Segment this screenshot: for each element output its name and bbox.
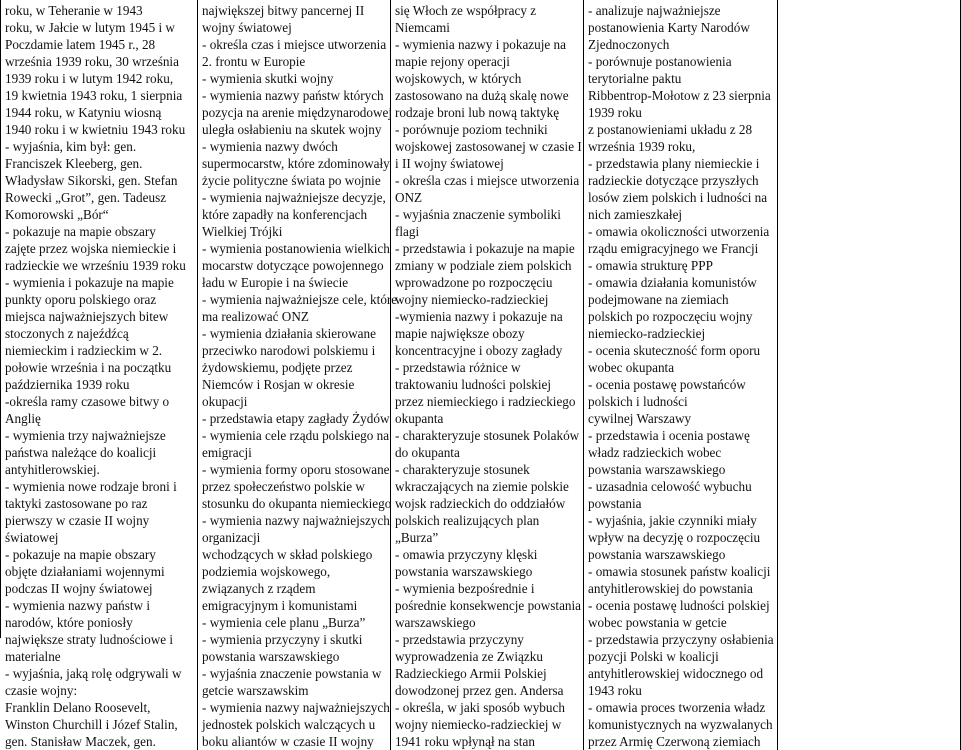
text-line: objęte działaniami wojennymi xyxy=(5,564,165,579)
text-line: cywilnej Warszawy xyxy=(588,411,692,426)
text-line: Niemcami xyxy=(395,20,450,35)
text-line: Niemców i Rosjan w okresie xyxy=(202,377,355,392)
text-line: 1939 roku xyxy=(588,105,642,120)
table-column-2 xyxy=(198,0,398,750)
text-line: nich zamieszkałej xyxy=(588,207,683,222)
text-line: - omawia przyczyny klęski xyxy=(395,547,538,562)
text-line: - omawia działania komunistów xyxy=(588,275,757,290)
text-line: - przedstawia przyczyny osłabienia xyxy=(588,632,774,647)
text-line: -określa ramy czasowe bitwy o xyxy=(5,394,170,409)
text-line: - ocenia postawę powstańców xyxy=(588,377,746,392)
text-line: związanych z rządem xyxy=(202,581,316,596)
text-line: - wyjaśnia, kim był: gen. xyxy=(5,139,137,154)
text-line: - przedstawia przyczyny xyxy=(395,632,524,647)
text-line: zmiany w podziale ziem polskich xyxy=(395,258,572,273)
text-line: - wymienia trzy najważniejsze xyxy=(5,428,166,443)
text-line: postanowienia Karty Narodów xyxy=(588,20,750,35)
text-line: i II wojny światowej xyxy=(395,156,504,171)
text-line: - określa czas i miejsce utworzenia xyxy=(202,37,387,52)
text-line: - wymienia cele planu „Burza” xyxy=(202,615,366,630)
text-line: Anglię xyxy=(5,411,41,426)
text-line: Franklin Delano Roosevelt, xyxy=(5,700,151,715)
text-line: „Burza” xyxy=(395,530,439,545)
text-line: - porównuje postanowienia xyxy=(588,54,732,69)
text-line: rodzaje broni lub nową taktykę xyxy=(395,105,560,120)
text-line: emigracji xyxy=(202,445,252,460)
text-line: - wyjaśnia znaczenie powstania w xyxy=(202,666,382,681)
text-line: podejmowane na ziemiach xyxy=(588,292,729,307)
text-line: terytorialne paktu xyxy=(588,71,682,86)
text-line: taktyki zastosowane po raz xyxy=(5,496,148,511)
text-line: - ocenia skuteczność form oporu xyxy=(588,343,761,358)
text-line: - określa, w jaki sposób wybuch xyxy=(395,700,565,715)
text-line: 1940 roku i w kwietniu 1943 roku xyxy=(5,122,186,137)
text-line: mapie największe obozy xyxy=(395,326,525,341)
text-line: koncentracyjne i obozy zagłady xyxy=(395,343,563,358)
text-line: zajęte przez wojska niemieckie i xyxy=(5,241,177,256)
text-line: Winston Churchill i Józef Stalin, xyxy=(5,717,178,732)
text-line: mapie rejony operacji xyxy=(395,54,510,69)
text-line: 1943 roku xyxy=(588,683,642,698)
text-line: października 1939 roku xyxy=(5,377,130,392)
text-line: Ribbentrop-Mołotow z 23 sierpnia xyxy=(588,88,771,103)
text-line: - wymienia nazwy państw i xyxy=(5,598,151,613)
text-line: roku, w Jałcie w lutym 1945 i w xyxy=(5,20,175,35)
text-line: stosunku do okupanta niemieckiego xyxy=(202,496,392,511)
text-line: wpływ na decyzję o rozpoczęciu xyxy=(588,530,761,545)
text-line: - wymienia formy oporu stosowane xyxy=(202,462,390,477)
text-line: - przedstawia i ocenia postawę xyxy=(588,428,750,443)
text-line: okupacji xyxy=(202,394,248,409)
text-line: - analizuje najważniejsze xyxy=(588,3,721,18)
text-line: wojny światowej xyxy=(202,20,292,35)
text-line: przez społeczeństwo polskie w xyxy=(202,479,365,494)
text-line: radzieckie we wrześniu 1939 roku xyxy=(5,258,186,273)
text-line: Rowecki „Grot”, gen. Tadeusz xyxy=(5,190,167,205)
text-line: dowodzonej przez gen. Andersa xyxy=(395,683,564,698)
text-line: miejsca najważniejszych bitew xyxy=(5,309,169,324)
text-line: - przedstawia różnice w xyxy=(395,360,521,375)
text-line: - porównuje poziom techniki xyxy=(395,122,548,137)
text-line: polskich i ludności xyxy=(588,394,688,409)
text-line: - omawia strukturę PPP xyxy=(588,258,713,273)
text-line: - wyjaśnia znaczenie symboliki xyxy=(395,207,561,222)
text-line: zastosowano na dużą skalę nowe xyxy=(395,88,569,103)
text-line: - pokazuje na mapie obszary xyxy=(5,224,156,239)
text-line: życie polityczne świata po wojnie xyxy=(202,173,381,188)
table-column-4 xyxy=(584,0,778,750)
text-line: Władysław Sikorski, gen. Stefan xyxy=(5,173,178,188)
text-line: organizacji xyxy=(202,530,261,545)
text-line: - pokazuje na mapie obszary xyxy=(5,547,156,562)
text-line: antyhitlerowskiej do powstania xyxy=(588,581,753,596)
text-line: przez Armię Czerwoną ziemiach xyxy=(588,734,761,749)
text-line: - uzasadnia celowość wybuchu xyxy=(588,479,752,494)
text-line: największej bitwy pancernej II xyxy=(202,3,365,18)
text-line: się Włoch ze współpracy z xyxy=(395,3,537,18)
text-line: flagi xyxy=(395,224,420,239)
text-line: największe straty ludnościowe i xyxy=(5,632,174,647)
text-line: 1944 roku, w Katyniu wiosną xyxy=(5,105,162,120)
table-column-5 xyxy=(778,0,961,750)
text-line: Wielkiej Trójki xyxy=(202,224,283,239)
text-line: warszawskiego xyxy=(395,615,476,630)
text-line: - wymienia nazwy dwóch xyxy=(202,139,338,154)
text-line: 1939 roku i w lutym 1942 roku, xyxy=(5,71,174,86)
text-line: uległa osłabieniu na skutek wojny xyxy=(202,122,382,137)
text-line: powstania warszawskiego xyxy=(588,462,726,477)
text-line: roku, w Teheranie w 1943 xyxy=(5,3,143,18)
text-line: władz radzieckich wobec xyxy=(588,445,722,460)
text-line: Franciszek Kleeberg, gen. xyxy=(5,156,143,171)
text-line: pozycji Polski w koalicji xyxy=(588,649,719,664)
text-line: powstania xyxy=(588,496,642,511)
text-line: traktowaniu ludności polskiej xyxy=(395,377,552,392)
text-line: materialne xyxy=(5,649,61,664)
text-line: połowie września i na początku xyxy=(5,360,172,375)
text-line: getcie warszawskim xyxy=(202,683,309,698)
text-line: stoczonych z najeźdźcą xyxy=(5,326,129,341)
text-line: światowej xyxy=(5,530,59,545)
text-line: antyhitlerowskiej widocznego od xyxy=(588,666,764,681)
text-line: 19 kwietnia 1943 roku, 1 sierpnia xyxy=(5,88,183,103)
text-line: wojny niemiecko-radzieckiej w xyxy=(395,717,562,732)
text-line: wyprowadzenia ze Związku xyxy=(395,649,543,664)
text-line: niemieckim i radzieckim w 2. xyxy=(5,343,163,358)
text-line: 1941 roku wpłynął na stan xyxy=(395,734,535,749)
text-line: - ocenia postawę ludności polskiej xyxy=(588,598,770,613)
table-column-3 xyxy=(391,0,584,750)
text-line: - wymienia i pokazuje na mapie xyxy=(5,275,174,290)
text-line: losów ziem polskich i ludności na xyxy=(588,190,768,205)
text-line: - wymienia bezpośrednie i xyxy=(395,581,535,596)
text-line: wojskowych, w których xyxy=(395,71,522,86)
text-line: z postanowieniami układu z 28 xyxy=(588,122,753,137)
text-line: podziemia wojskowego, xyxy=(202,564,331,579)
text-line: - omawia okoliczności utworzenia xyxy=(588,224,770,239)
text-line: - wymienia nowe rodzaje broni i xyxy=(5,479,177,494)
text-line: września 1939 roku, xyxy=(588,139,696,154)
text-line: punkty oporu polskiego oraz xyxy=(5,292,157,307)
text-line: - wymienia cele rządu polskiego na xyxy=(202,428,390,443)
text-line: - wymienia przyczyny i skutki xyxy=(202,632,363,647)
text-line: - omawia proces tworzenia władz xyxy=(588,700,766,715)
text-line: wojny niemiecko-radzieckiej xyxy=(395,292,549,307)
text-line: emigracyjnym i komunistami xyxy=(202,598,358,613)
text-line: wprowadzone po rozpoczęciu xyxy=(395,275,553,290)
text-line: - wymienia nazwy państw których xyxy=(202,88,384,103)
text-line: pozycja na arenie międzynarodowej xyxy=(202,105,393,120)
text-line: - wymienia działania skierowane xyxy=(202,326,376,341)
text-line: polskich po rozpoczęciu wojny xyxy=(588,309,753,324)
text-line: wobec powstania w getcie xyxy=(588,615,727,630)
text-line: mocarstw dotyczące powojennego xyxy=(202,258,384,273)
text-line: jednostek polskich walczących u xyxy=(202,717,376,732)
text-line: - przedstawia etapy zagłady Żydów xyxy=(202,411,390,426)
table-column-1 xyxy=(1,0,198,750)
text-line: powstania warszawskiego xyxy=(395,564,533,579)
text-line: do okupanta xyxy=(395,445,460,460)
text-line: - charakteryzuje stosunek Polaków xyxy=(395,428,580,443)
text-line: niemiecko-radzieckiej xyxy=(588,326,706,341)
text-line: komunistycznych na wyzwalanych xyxy=(588,717,773,732)
text-line: - wymienia nazwy i pokazuje na xyxy=(395,37,567,52)
text-line: pośrednie konsekwencje powstania xyxy=(395,598,582,613)
text-line: września 1939 roku, 30 września xyxy=(5,54,179,69)
text-line: wojsk radzieckich do oddziałów xyxy=(395,496,566,511)
text-line: - charakteryzuje stosunek xyxy=(395,462,530,477)
text-line: Komorowski „Bór“ xyxy=(5,207,109,222)
text-line: Poczdamie latem 1945 r., 28 xyxy=(5,37,156,52)
text-line: - wyjaśnia, jakie czynniki miały xyxy=(588,513,757,528)
text-line: ONZ xyxy=(395,190,423,205)
text-line: wkraczających na ziemie polskie xyxy=(395,479,569,494)
text-line: państwa należące do koalicji xyxy=(5,445,157,460)
text-line: czasie wojny: xyxy=(5,683,78,698)
text-line: które zapadły na konferencjach xyxy=(202,207,368,222)
text-line: - wymienia skutki wojny xyxy=(202,71,334,86)
text-line: gen. Stanisław Maczek, gen. xyxy=(5,734,156,749)
text-line: powstania warszawskiego xyxy=(202,649,340,664)
text-line: - wymienia postanowienia wielkich xyxy=(202,241,390,256)
text-line: polskich realizujących plan xyxy=(395,513,540,528)
text-line: ładu w Europie i na świecie xyxy=(202,275,349,290)
text-line: przez niemieckiego i radzieckiego xyxy=(395,394,576,409)
text-line: podczas II wojny światowej xyxy=(5,581,153,596)
text-line: - przedstawia plany niemieckie i xyxy=(588,156,760,171)
text-line: supermocarstw, które zdominowały xyxy=(202,156,390,171)
text-line: - omawia stosunek państw koalicji xyxy=(588,564,771,579)
text-line: wchodzących w skład polskiego xyxy=(202,547,373,562)
text-line: narodów, które poniosły xyxy=(5,615,133,630)
text-line: - wyjaśnia, jaką rolę odgrywali w xyxy=(5,666,182,681)
text-line: ma realizować ONZ xyxy=(202,309,309,324)
text-line: żydowskiemu, podjęte przez xyxy=(202,360,353,375)
text-line: -wymienia nazwy i pokazuje na xyxy=(395,309,563,324)
text-line: boku aliantów w czasie II wojny xyxy=(202,734,374,749)
text-line: okupanta xyxy=(395,411,444,426)
text-line: - wymienia najważniejsze cele, które xyxy=(202,292,398,307)
text-line: powstania warszawskiego xyxy=(588,547,726,562)
text-line: - przedstawia i pokazuje na mapie xyxy=(395,241,575,256)
text-line: 2. frontu w Europie xyxy=(202,54,306,69)
text-line: przeciwko narodowi polskiemu i xyxy=(202,343,376,358)
text-line: - określa czas i miejsce utworzenia xyxy=(395,173,580,188)
text-line: Radzieckiego Armii Polskiej xyxy=(395,666,547,681)
text-line: - wymienia nazwy najważniejszych xyxy=(202,513,390,528)
text-line: - wymienia najważniejsze decyzje, xyxy=(202,190,386,205)
text-line: - wymienia nazwy najważniejszych xyxy=(202,700,390,715)
text-line: antyhitlerowskiej. xyxy=(5,462,100,477)
text-line: pierwszy w czasie II wojny xyxy=(5,513,150,528)
text-line: wobec okupanta xyxy=(588,360,675,375)
text-line: radzieckie dotyczące przyszłych xyxy=(588,173,759,188)
text-line: rządu emigracyjnego we Francji xyxy=(588,241,759,256)
text-line: wojskowej zastosowanej w czasie I xyxy=(395,139,582,154)
text-line: Zjednoczonych xyxy=(588,37,670,52)
